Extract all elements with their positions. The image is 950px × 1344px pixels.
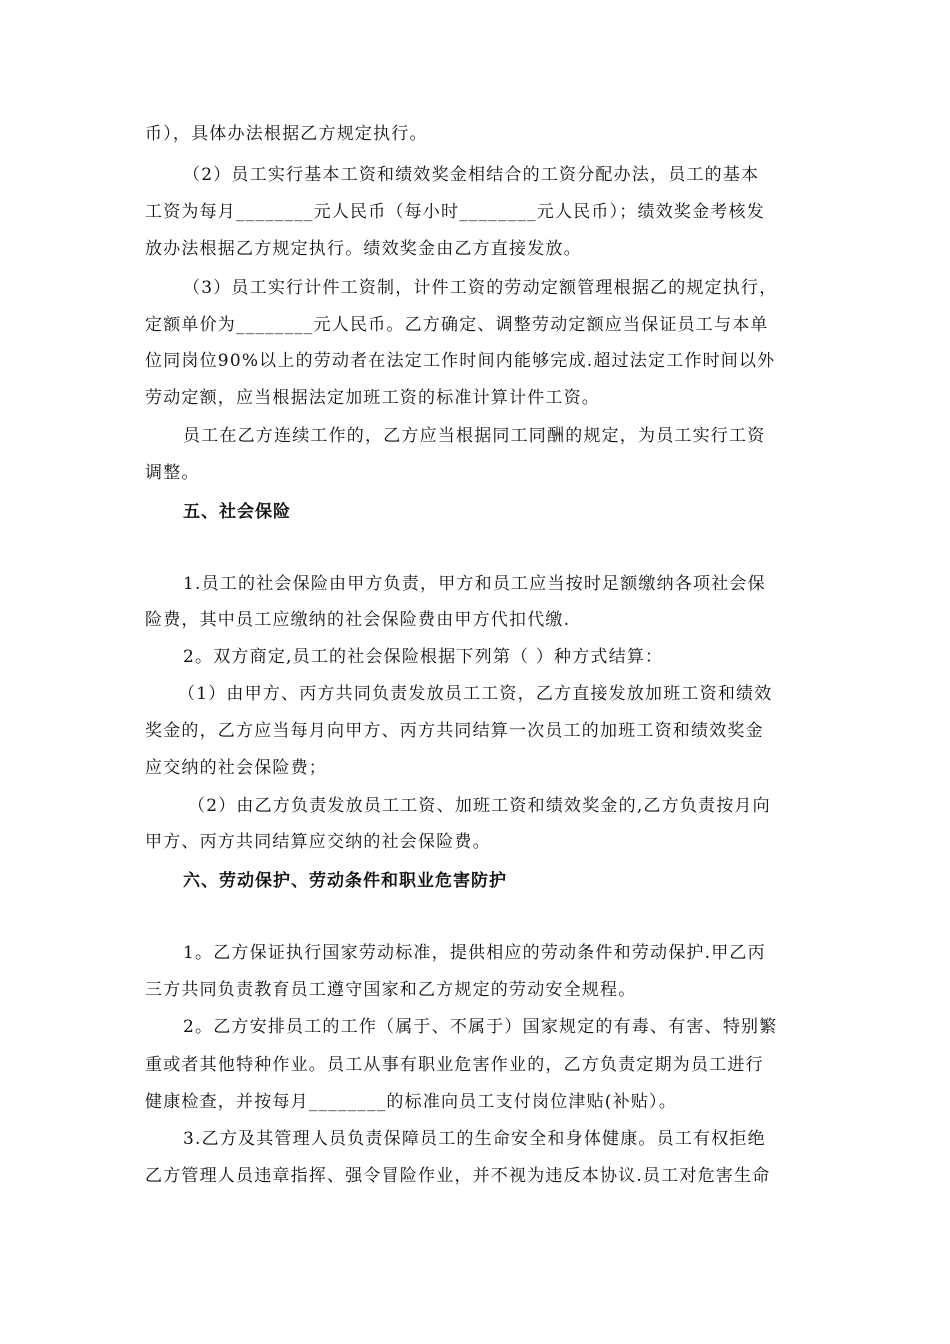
paragraph-wage-adjustment: 员工在乙方连续工作的，乙方应当根据同工同酬的规定，为员工实行工资 (183, 426, 766, 446)
paragraph-insurance-2: 2。双方商定,员工的社会保险根据下列第（ ）种方式结算： (183, 647, 664, 667)
paragraph-insurance-1: 1.员工的社会保险由甲方负责，甲方和员工应当按时足额缴纳各项社会保 (183, 574, 766, 594)
paragraph-settlement-option-2: （2）由乙方负责发放员工工资、加班工资和绩效奖金的,乙方负责按月向 (188, 796, 771, 816)
text-line: 应交纳的社会保险费； (145, 758, 327, 778)
paragraph-protection-1: 1。乙方保证执行国家劳动标准，提供相应的劳动条件和劳动保护.甲乙丙 (183, 943, 766, 963)
text-line: 三方共同负责教育员工遵守国家和乙方规定的劳动安全规程。 (145, 980, 637, 1000)
text-line: 乙方管理人员违章指挥、强令冒险作业，并不视为违反本协议.员工对危害生命 (145, 1166, 771, 1186)
paragraph-settlement-option-1: （1）由甲方、丙方共同负责发放员工工资，乙方直接发放加班工资和绩效 (178, 684, 773, 704)
text-line: 险费，其中员工应缴纳的社会保险费由甲方代扣代缴. (145, 610, 571, 630)
text-line: 劳动定额，应当根据法定加班工资的标准计算计件工资。 (145, 388, 600, 408)
paragraph-protection-2: 2。乙方安排员工的工作（属于、不属于）国家规定的有毒、有害、特别繁 (183, 1017, 778, 1037)
section-heading-social-insurance: 五、社会保险 (183, 502, 291, 522)
paragraph-wage-method-2: （2）员工实行基本工资和绩效奖金相结合的工资分配办法，员工的基本 (183, 165, 760, 185)
paragraph-protection-3: 3.乙方及其管理人员负责保障员工的生命安全和身体健康。员工有权拒绝 (183, 1129, 766, 1149)
text-line: 定额单价为________元人民币。乙方确定、调整劳动定额应当保证员工与本单 (145, 315, 769, 335)
text-line: 调整。 (145, 463, 200, 483)
text-line: 健康检查，并按每月________的标准向员工支付岗位津贴(补贴）。 (145, 1092, 677, 1112)
text-line: 重或者其他特种作业。员工从事有职业危害作业的，乙方负责定期为员工进行 (145, 1055, 764, 1075)
text-line: 奖金的，乙方应当每月向甲方、丙方共同结算一次员工的加班工资和绩效奖金 (145, 721, 764, 741)
paragraph-wage-method-3: （3）员工实行计件工资制，计件工资的劳动定额管理根据乙的规定执行， (183, 278, 778, 298)
text-line: 位同岗位90%以上的劳动者在法定工作时间内能够完成.超过法定工作时间以外 (145, 351, 776, 371)
text-line: 币），具体办法根据乙方规定执行。 (145, 124, 428, 144)
section-heading-labor-protection: 六、劳动保护、劳动条件和职业危害防护 (183, 871, 507, 891)
text-line: 甲方、丙方共同结算应交纳的社会保险费。 (145, 832, 491, 852)
text-line: 工资为每月________元人民币（每小时________元人民币）；绩效奖金考核发 (145, 202, 765, 222)
text-line: 放办法根据乙方规定执行。绩效奖金由乙方直接发放。 (145, 239, 582, 259)
